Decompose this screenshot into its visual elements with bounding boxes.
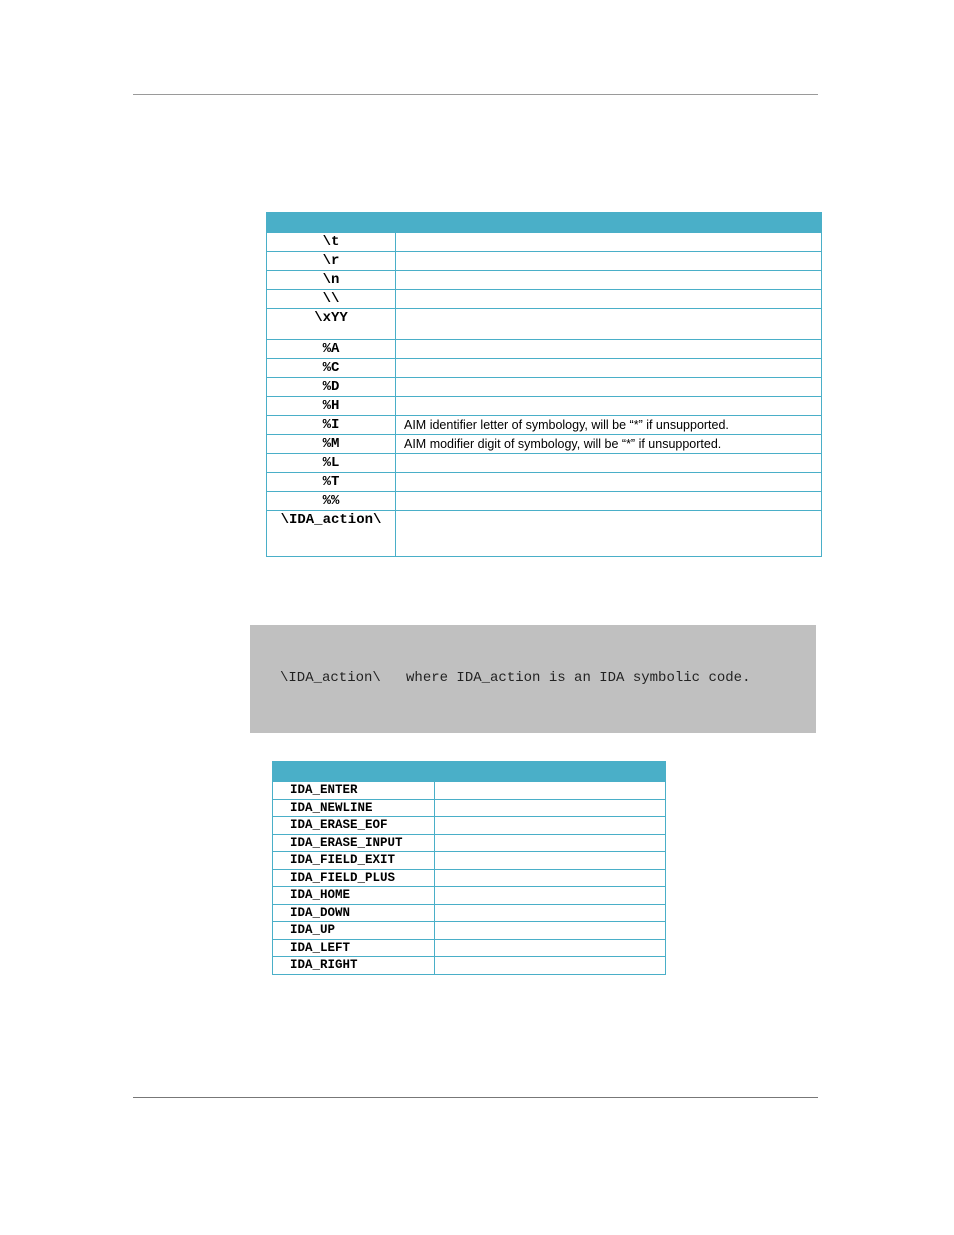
table-row [267,454,822,473]
ida-code-cell: IDA_FIELD_EXIT [273,852,435,870]
ida-header-code [273,762,435,782]
table-row [267,511,822,557]
table-row [273,869,666,887]
escape-code-cell: %L [267,454,396,473]
table-row [267,416,822,435]
escape-code-cell: %% [267,492,396,511]
ida-description-cell [435,834,666,852]
table-row [267,271,822,290]
table-row [267,473,822,492]
escape-code-cell: \r [267,252,396,271]
escape-code-cell: \\ [267,290,396,309]
escape-code-cell: \n [267,271,396,290]
table-row [273,782,666,800]
ida-code-cell: IDA_RIGHT [273,957,435,975]
ida-code-cell: IDA_FIELD_PLUS [273,869,435,887]
table-row [273,904,666,922]
escape-code-table [266,212,822,557]
table-row [273,887,666,905]
table-row [267,359,822,378]
ida-description-cell [435,957,666,975]
table-row [267,309,822,340]
ida-code-cell: IDA_HOME [273,887,435,905]
escape-description-cell [396,271,822,290]
table-row [273,834,666,852]
escape-description-cell [396,359,822,378]
escape-description-cell [396,473,822,492]
escape-code-cell: %A [267,340,396,359]
ida-description-cell [435,782,666,800]
table-row [267,233,822,252]
escape-description-cell: AIM modifier digit of symbology, will be “*” if unsupported. [396,435,822,454]
footer-rule [133,1097,818,1098]
table-row [267,340,822,359]
escape-table-header [267,213,822,233]
table-row [267,252,822,271]
escape-code-cell: %H [267,397,396,416]
escape-header-description [396,213,822,233]
table-row [273,852,666,870]
table-row [267,435,822,454]
escape-description-cell: AIM identifier letter of symbology, will be “*” if unsupported. [396,416,822,435]
table-row [273,922,666,940]
escape-code-cell: %D [267,378,396,397]
ida-description-cell [435,887,666,905]
escape-code-cell: %T [267,473,396,492]
escape-code-cell: %C [267,359,396,378]
escape-description-cell [396,511,822,557]
escape-code-cell: %I [267,416,396,435]
ida-description-cell [435,904,666,922]
example-code-line: \IDA_action\ where IDA_action is an IDA symbolic code. [280,670,751,686]
ida-code-cell: IDA_ERASE_EOF [273,817,435,835]
escape-description-cell [396,309,822,340]
table-row [273,817,666,835]
ida-description-cell [435,939,666,957]
table-row [273,939,666,957]
escape-description-cell [396,290,822,309]
ida-code-cell: IDA_LEFT [273,939,435,957]
table-row [267,290,822,309]
escape-description-cell [396,397,822,416]
escape-description-cell [396,454,822,473]
escape-code-cell: %M [267,435,396,454]
header-rule [133,94,818,95]
escape-description-cell [396,252,822,271]
ida-description-cell [435,817,666,835]
ida-header-description [435,762,666,782]
ida-code-cell: IDA_DOWN [273,904,435,922]
ida-table-header [273,762,666,782]
escape-description-cell [396,340,822,359]
escape-code-cell: \IDA_action\ [267,511,396,557]
table-row [273,957,666,975]
escape-description-cell [396,492,822,511]
table-row [273,799,666,817]
escape-code-cell: \t [267,233,396,252]
ida-code-cell: IDA_UP [273,922,435,940]
ida-code-cell: IDA_ERASE_INPUT [273,834,435,852]
table-row [267,397,822,416]
escape-description-cell [396,378,822,397]
ida-description-cell [435,922,666,940]
escape-description-cell [396,233,822,252]
ida-description-cell [435,799,666,817]
ida-description-cell [435,869,666,887]
escape-code-cell: \xYY [267,309,396,340]
escape-header-code [267,213,396,233]
ida-description-cell [435,852,666,870]
ida-code-table [272,761,666,975]
ida-code-cell: IDA_ENTER [273,782,435,800]
table-row [267,492,822,511]
table-row [267,378,822,397]
ida-code-cell: IDA_NEWLINE [273,799,435,817]
example-code-box [250,625,816,733]
